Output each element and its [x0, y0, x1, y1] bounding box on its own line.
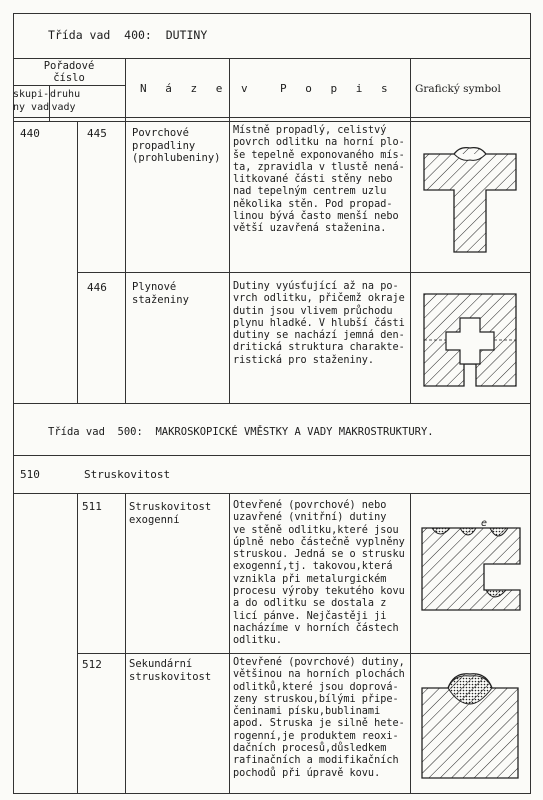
col-order-number-header: Pořadové číslo — [43, 60, 95, 84]
col-name-header: N á z e v — [140, 82, 254, 95]
class-500-title: Třída vad 500: MAKROSKOPICKÉ VMĚSTKY A VADY MAKROSTRUKTURY. — [48, 426, 434, 438]
defect-description: Místně propadlý, celistvý povrch odlitku na horní plo- še tepelně exponovaného mís- ta, zpravidla v tlustě nená- litkované části stěny nebo nad tepelným centrem uzlu několika stěn. Pod propad- linou bývá často menší nebo větší uzavřená staženina. — [233, 125, 405, 235]
col-group-number-header: skupi- ny vad — [13, 89, 50, 113]
group-number: 510 — [20, 468, 40, 481]
defect-description: Dutiny vyúsťující až na po- vrch odlitku, přičemž okraje dutin jsou vlivem průchodu plynu hladké. V hlubší části dutiny se nachází jemná den- dritická struktura charakte- ristická pro staženiny. — [233, 281, 405, 366]
secondary-slag-hatched-symbol — [414, 668, 526, 786]
col-description-header: P o p i s — [280, 82, 394, 95]
type-number: 512 — [82, 658, 102, 671]
cross-cavity-hatched-symbol — [418, 290, 522, 392]
class-400-title: Třída vad 400: DUTINY — [48, 28, 208, 42]
type-number: 511 — [82, 500, 102, 513]
defect-name: Struskovitost exogenní — [129, 501, 212, 526]
exogenous-slag-hatched-symbol — [414, 518, 526, 616]
defect-name: Povrchové propadliny (prohlubeniny) — [132, 127, 221, 164]
type-number: 445 — [87, 127, 107, 140]
group-name: Struskovitost — [84, 468, 171, 481]
symbol-letter: e — [481, 518, 488, 529]
group-number: 440 — [20, 127, 40, 140]
defect-description: Otevřené (povrchové) nebo uzavřené (vnitřní) dutiny ve stěně odlitku,které jsou úplně nebo částečně vyplněny struskou. Jedná se o strusku exogenní,tj. takovou,která vznikla při metalurgickém procesu výroby tekutého kovu a do odlitku se dostala z licí pánve. Nejčastěji ji nacházíme v horních částech odlitku. — [233, 500, 405, 647]
defect-name: Sekundární struskovitost — [129, 658, 212, 683]
col-type-number-header: druhu vady — [50, 89, 81, 113]
type-number: 446 — [87, 281, 107, 294]
col-symbol-header: Grafický symbol — [415, 83, 501, 95]
t-section-hatched-symbol — [418, 142, 522, 260]
defect-name: Plynové staženiny — [132, 281, 189, 306]
defect-description: Otevřené (povrchové) dutiny, většinou na horních plochách odlitků,které jsou doprová- zeny struskou,bílými připe- čeninami písku,bublinami apod. Struska je silně hete- rogenní,je produktem reoxi- dačních procesů,důsledkem rafinačních a modifikačních pochodů při úpravě kovu. — [233, 657, 405, 779]
